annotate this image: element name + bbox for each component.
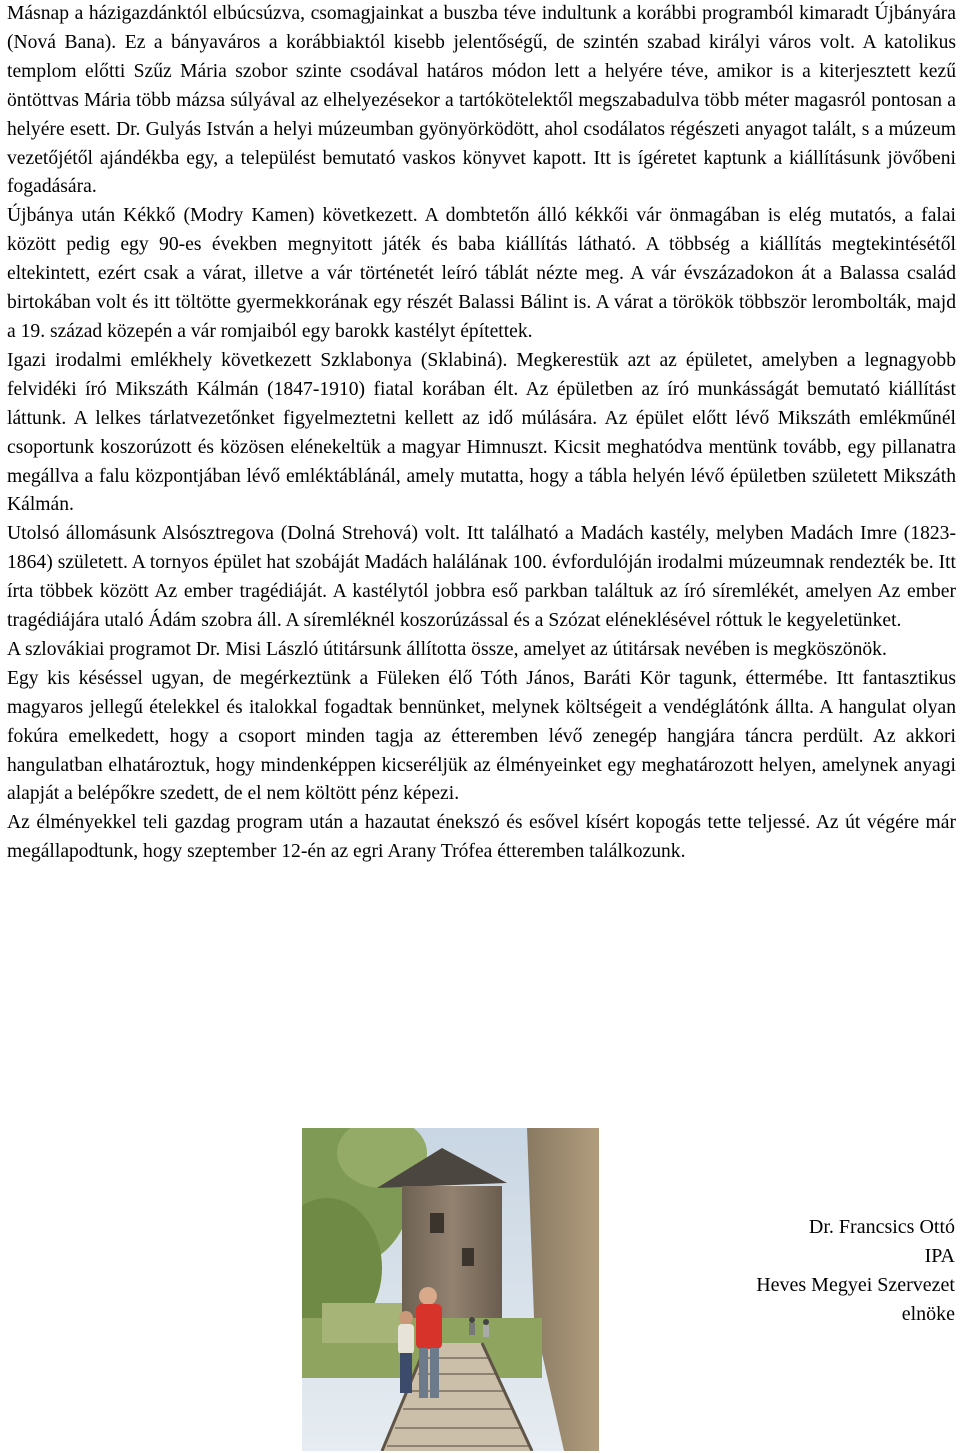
- signature-block: [756, 1213, 955, 1329]
- castle-photo-icon: [302, 1128, 599, 1451]
- signature-org: IPA: [924, 1245, 955, 1267]
- paragraph-ujbanya: Másnap a házigazdánktól elbúcsúzva, csomagjainkat a buszba téve indultunk a korábbi programból kimaradt Újbányára (Nová Bana). Ez a bányaváros a korábbiaktól kisebb jelentőségű, de szintén szabad királyi város volt. A katolikus templom előtti Szűz Mária szobor szinte csodával határos módon lett a helyére téve, amikor is a kiterjesztett kezű öntöttvas Mária több mázsa súlyával az elhelyezésekor a tartókötelektől megszabadulva több méter magasról pontosan a helyére esett. Dr. Gulyás István a helyi múzeumban gyönyörködött, ahol csodálatos régészeti anyagot talált, s a múzeum vezetőjétől ajándékba egy, a települést bemutató vaskos könyvet kapott. Itt is ígéretet kaptunk a kiállításunk jövőbeni fogadására.: [7, 3, 956, 198]
- paragraph-thanks: A szlovákiai programot Dr. Misi László útitársunk állította össze, amelyet az útitársak nevében is megköszönök.: [7, 638, 887, 660]
- article-body: [7, 0, 956, 867]
- signature-unit: Heves Megyei Szervezet: [756, 1274, 955, 1296]
- signature-name: Dr. Francsics Ottó: [808, 1216, 955, 1238]
- castle-photo: [302, 1128, 599, 1451]
- paragraph-fulek: Egy kis késéssel ugyan, de megérkeztünk a Füleken élő Tóth János, Baráti Kör tagunk, éttermébe. Itt fantasztikus magyaros jellegű ételekkel és italokkal fogadtak bennünket, melynek költségeit a vendéglátónk állta. A hangulat olyan fokúra emelkedett, hogy a csoport minden tagja az étteremben lévő zenegép hangjára táncra perdült. Az akkori hangulatban elhatároztuk, hogy mindenképpen kicseréljük az élményeinket egy meghatározott helyen, amelynek anyagi alapját a belépőkre szedett, de el nem költött pénz képezi.: [7, 667, 956, 805]
- paragraph-alsosztregova: Utolsó állomásunk Alsósztregova (Dolná Strehová) volt. Itt található a Madách kastély, melyben Madách Imre (1823-1864) született. A tornyos épület hat szobáját Madách halálának 100. évfordulóján irodalmi múzeumnak rendezték be. Itt írta többek között Az ember tragédiáját. A kastélytól jobbra eső parkban találtuk az író síremlékét, amelyen Az ember tragédiájára utaló Ádám szobra áll. A síremléknél koszorúzással és a Szózat eléneklésével róttuk le kegyeletünket.: [7, 523, 956, 632]
- paragraph-homeward: Az élményekkel teli gazdag program után a hazautat énekszó és esővel kísért kopogás tette teljessé. Az út végére már megállapodtunk, hogy szeptember 12-én az egri Arany Trófea étteremben találkozunk.: [7, 812, 956, 863]
- paragraph-szklabonya: Igazi irodalmi emlékhely következett Szklabonya (Sklabiná). Megkerestük azt az épületet, amelyben a legnagyobb felvidéki író Mikszáth Kálmán (1847-1910) fiatal korában élt. Az épületben az író munkásságát bemutató kiállítást láttunk. A lelkes tárlatvezetőnket figyelmeztetni kellett az idő múlására. Az épület előtt lévő Mikszáth emlékműnél csoportunk koszorúzott és közösen elénekeltük a magyar Himnuszt. Kicsit meghatódva mentünk tovább, egy pillanatra megállva a falu központjában lévő emléktáblánál, amely mutatta, hogy a tábla helyén lévő épületben született Mikszáth Kálmán.: [7, 349, 956, 516]
- paragraph-kekko: Újbánya után Kékkő (Modry Kamen) következett. A dombtetőn álló kékkői vár önmagában is elég mutatós, a falai között pedig egy 90-es években megnyitott játék és baba kiállítás látható. A többség a kiállítás megtekintésétől eltekintett, ezért csak a várat, illetve a vár történetét leíró táblát nézte meg. A vár évszázadokon át a Balassa család birtokában volt és itt töltötte gyermekkorának egy részét Balassi Bálint is. A várat a törökök többször lerombolták, majd a 19. század közepén a vár romjaiból egy barokk kastélyt építettek.: [7, 205, 956, 342]
- signature-role: elnöke: [901, 1303, 955, 1325]
